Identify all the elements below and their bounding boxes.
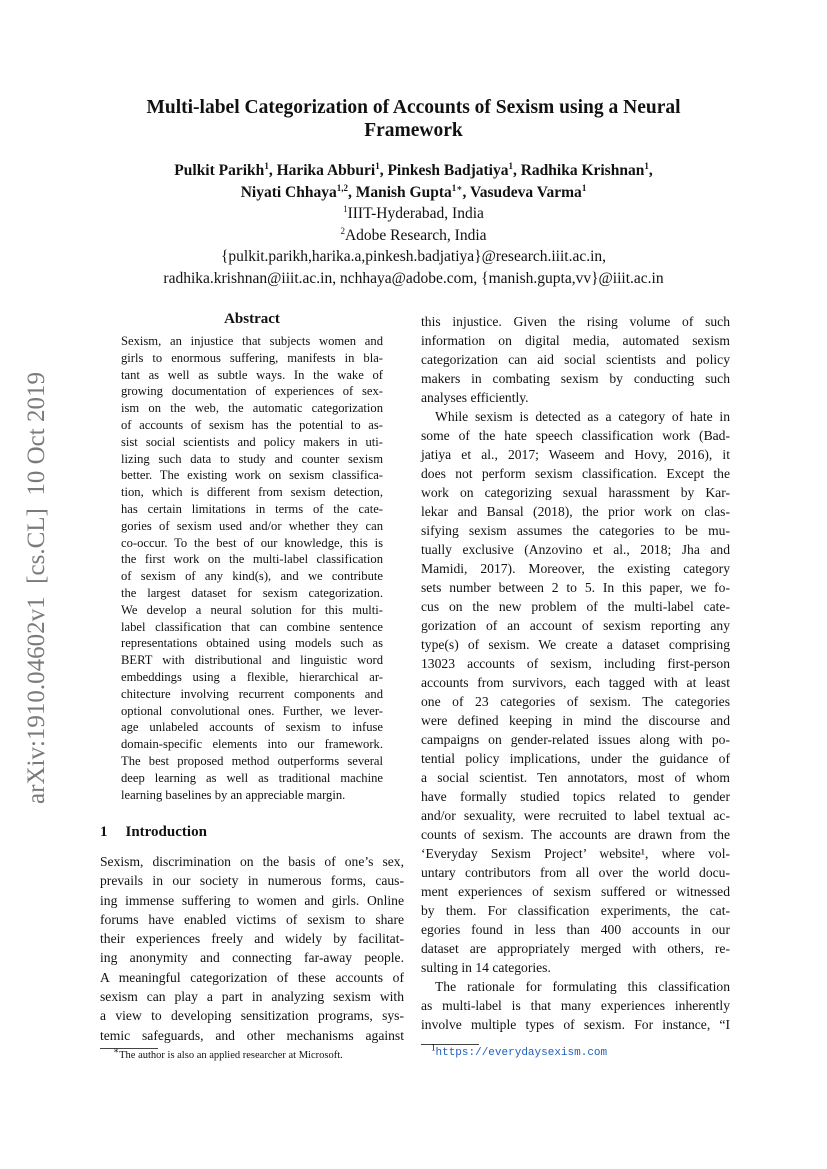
text-line: of accounts of sexism has the potential to as-: [121, 417, 383, 432]
title-line: Framework: [364, 120, 463, 141]
paragraph: [421, 407, 730, 977]
text-line: forums have enabled victims of sexism to share: [100, 911, 404, 927]
author-line: Niyati Chhaya$^{1,2}$, Manish Gupta$^{1∗}$, Vasudeva Varma$^1$: [240, 182, 587, 201]
text-line: We develop a neural solution for this multi-: [121, 602, 383, 617]
emails: radhika.krishnan@iiit.ac.in, nchhaya@adobe.com, {manish.gupta,vv}@iiit.ac.in: [163, 269, 664, 287]
author-name: Vasudeva Varma: [469, 183, 582, 201]
text-line: A meaningful categorization of these accounts of: [100, 969, 404, 985]
affil-mark: 2: [340, 225, 345, 236]
paper-title: [80, 96, 747, 142]
abstract-heading: Abstract: [224, 311, 280, 327]
affil-text: IIIT-Hyderabad, India: [347, 205, 484, 222]
text-line: were defined keeping in mind the discourse and: [421, 713, 730, 728]
text-line: their experiences freely and widely by facilitat-: [100, 931, 404, 947]
author-name: Manish Gupta: [355, 183, 452, 201]
text-line: domain-specific elements into our framework.: [121, 737, 383, 752]
text-line: the largest dataset for sexism categorization.: [121, 585, 383, 600]
text-line: cus on the new problem of the multi-label cate-: [421, 599, 730, 614]
text-line: one of 23 categories of sexism. The categories: [421, 694, 730, 709]
text-line: 13023 accounts of sexism, including first-person: [421, 656, 730, 671]
text-line: gorization of an account of sexism reporting any: [421, 618, 730, 633]
text-line: as multi-label is that many experiences inherently: [421, 998, 730, 1013]
text-line: tential policy implications, under the guidance of: [421, 751, 730, 766]
affiliation: [80, 225, 747, 247]
affil-mark: 1: [343, 203, 348, 214]
text-line: and/or sexuality, were recruited to label textual ac-: [421, 808, 730, 823]
author-name: Pulkit Parikh: [174, 162, 265, 179]
author-name: Harika Abburi: [276, 162, 376, 179]
text-line: co-occur. To the best of our knowledge, this is: [121, 535, 383, 550]
text-line: ism on the web, the automatic categorization: [121, 401, 383, 416]
text-line: counts of sexism. The accounts are drawn from the: [421, 827, 730, 842]
abstract-body: [121, 333, 383, 803]
text-line: chitecture involving recurrent components and: [121, 686, 383, 701]
text-line: sifying sexism assumes the categories to be mu-: [421, 523, 730, 538]
footnote-link[interactable]: https://everydaysexism.com: [435, 1047, 608, 1059]
text-line: does not perform sexism classification. Except the: [421, 466, 730, 481]
text-line: analyses efficiently.: [421, 390, 529, 405]
text-line: girls to enormous suffering, manifests in bla-: [121, 350, 383, 365]
section-title: Introduction: [125, 824, 207, 840]
text-line: sexism can play a part in analyzing sexism with: [100, 989, 404, 1005]
author-affil-mark: 1: [264, 160, 269, 171]
text-line: categorization can aid social scientists and policy: [421, 352, 730, 367]
text-line: makers in combating sexism by conducting such: [421, 371, 730, 386]
text-line: ment experiences of sexism suffered or witnessed: [421, 884, 730, 899]
text-line: optional convolutional ones. Further, we lever-: [121, 703, 383, 718]
text-line: lizing such data to study and counter sexism: [121, 451, 383, 466]
footnote-rule: [421, 1044, 479, 1045]
author-line: Pulkit Parikh$^1$, Harika Abburi$^1$, Pinkesh Badjatiya$^1$, Radhika Krishnan$^1$,: [174, 160, 653, 179]
text-line: The best proposed method outperforms several: [121, 753, 383, 768]
text-line: temic safeguards, and other mechanisms against: [100, 1027, 404, 1043]
text-line: campaigns on gender-related issues along with po-: [421, 732, 730, 747]
text-line: jatiya et al., 2017; Waseem and Hovy, 2016), it: [421, 447, 730, 462]
text-line: accounts from survivors, each tagged with at least: [421, 675, 730, 690]
text-line: the first work on the multi-label classification: [121, 552, 383, 567]
author-affil-mark: 1: [508, 160, 513, 171]
text-line: of sexism of any kind(s), and we contribute: [121, 569, 383, 584]
author-block: [80, 160, 747, 289]
arxiv-stamp: arXiv:1910.04602v1 [cs.CL] 10 Oct 2019: [23, 372, 50, 804]
author-affil-mark: 1,2: [336, 182, 348, 193]
author-affil-mark: 1∗: [451, 182, 463, 193]
text-line: While sexism is detected as a category of hate in: [435, 409, 730, 424]
text-line: representations obtained using models such as: [121, 636, 383, 651]
intro-body: [100, 852, 404, 1045]
text-line: this injustice. Given the rising volume of such: [421, 314, 730, 329]
text-line: Sexism, an injustice that subjects women and: [121, 334, 383, 348]
text-line: untary contributors from all over the world docu-: [421, 865, 730, 880]
text-line: The rationale for formulating this classification: [435, 979, 730, 994]
text-line: egories found in less than 400 accounts in our: [421, 922, 730, 937]
text-line: involve multiple types of sexism. For instance, “I: [421, 1017, 730, 1032]
text-line: sulting in 14 categories.: [421, 960, 551, 975]
affil-text: Adobe Research, India: [344, 226, 487, 244]
text-line: tant as well as subtle ways. In the wake of: [121, 367, 383, 382]
title-line: Multi-label Categorization of Accounts of Sexism using a Neural: [146, 97, 681, 118]
text-line: learning baselines by an appreciable margin.: [121, 787, 346, 802]
author-affil-mark: 1: [375, 160, 380, 171]
text-line: Sexism, discrimination on the basis of one’s sex,: [100, 854, 404, 869]
text-line: has certain limitations in terms of the cate-: [121, 501, 383, 516]
text-line: ‘Everyday Sexism Project’ website¹, where vol-: [421, 846, 730, 861]
footnote-rule: [100, 1048, 158, 1049]
text-line: label classification that can combine sentence: [121, 619, 383, 634]
text-line: work on categorizing sexual harassment by Kar-: [421, 485, 730, 500]
text-line: dataset are appropriately merged with others, re-: [421, 941, 730, 956]
text-line: ing anonymity and connecting far-away people.: [100, 950, 404, 966]
text-line: tually exclusive (Anzovino et al., 2018; Jha and: [421, 542, 730, 557]
text-line: type(s) of sexism. We create a dataset comprising: [421, 637, 730, 652]
author-name: Pinkesh Badjatiya: [387, 162, 509, 179]
affiliation: [80, 203, 747, 225]
text-line: ing immense suffering to women and girls. Online: [100, 892, 404, 908]
text-line: Mamidi, 2017). Moreover, the existing category: [421, 561, 730, 576]
section-number: 1: [100, 824, 108, 840]
text-line: have formally studied topics related to gender: [421, 789, 730, 804]
paragraph: [421, 312, 730, 407]
text-line: gories of sexism used and/or whether they can: [121, 518, 383, 533]
text-line: tion, which is different from sexism detection,: [121, 485, 383, 500]
right-column-body: [421, 312, 730, 1034]
text-line: growing documentation of experiences of sex-: [121, 384, 383, 399]
paragraph: [421, 977, 730, 1034]
section-heading: [100, 824, 225, 841]
text-line: information on digital media, automated sexism: [421, 333, 730, 348]
text-line: by them. For classification experiments, the cat-: [421, 903, 730, 918]
text-line: sets number between 2 to 5. In this paper, we fo-: [421, 580, 730, 595]
text-line: a social scientist. Ten annotators, most of whom: [421, 770, 730, 785]
footnote: [113, 1045, 343, 1061]
footnote-mark: 1: [431, 1042, 436, 1053]
text-line: sist social scientists and policy makers in uti-: [121, 434, 383, 449]
text-line: a view to developing sensitization programs, sys-: [100, 1008, 404, 1024]
text-line: prevails in our society in numerous forms, caus-: [100, 873, 404, 889]
text-line: some of the hate speech classification work (Bad-: [421, 428, 730, 443]
footnote-mark: ∗: [113, 1045, 120, 1056]
text-line: age unlabeled accounts of sexism to infuse: [121, 720, 383, 735]
author-affil-mark: 1: [581, 182, 587, 193]
text-line: BERT with distributional and linguistic word: [121, 653, 383, 668]
author-name: Niyati Chhaya: [240, 183, 337, 201]
author-affil-mark: 1: [644, 160, 649, 171]
text-line: deep learning as well as traditional machine: [121, 770, 383, 785]
text-line: embeddings using a flexible, hierarchical ar-: [121, 669, 383, 684]
text-line: better. The existing work on sexism classifica-: [121, 468, 383, 483]
author-name: Radhika Krishnan: [520, 162, 645, 179]
footnote: [431, 1042, 608, 1059]
footnote-text: The author is also an applied researcher at Microsoft.: [119, 1050, 343, 1061]
emails: {pulkit.parikh,harika.a,pinkesh.badjatiya}@research.iiit.ac.in,: [220, 248, 607, 265]
text-line: lekar and Bansal (2018), the prior work on clas-: [421, 504, 730, 519]
